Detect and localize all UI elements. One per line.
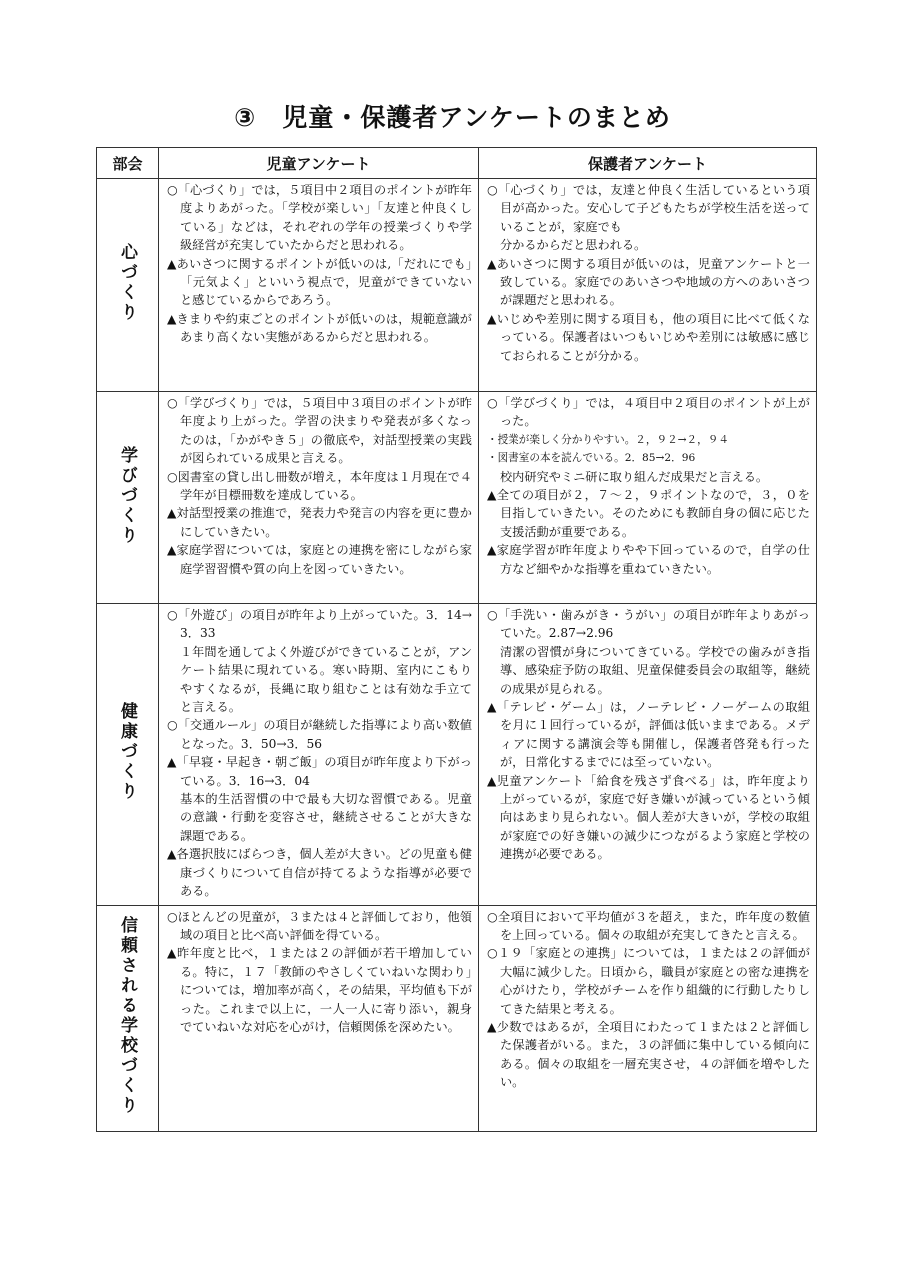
page-title: ③ 児童・保護者アンケートのまとめ	[234, 103, 671, 132]
note-line: １年間を通してよく外遊びができていることが，アンケート結果に現れている。寒い時期、室内にこもりやすくなるが，長縄に取り組むことは有効な手立てと言える。	[180, 644, 473, 715]
note-line: ▲「テレビ・ゲーム」は，ノーテレビ・ノーゲームの取組を月に１回行っているが，評価は低いままである。メディアに関する講演会等も開催し，保護者啓発も行ったが，日常化するまでには至っていない。	[487, 700, 810, 770]
note-line: ○全項目において平均値が３を超え，また，昨年度の数値を上回っている。個々の取組が充実してきたと言える。	[487, 909, 810, 942]
student-survey-cell	[159, 179, 479, 392]
parent-survey-cell	[479, 604, 817, 906]
table-row-kokoro	[97, 179, 817, 392]
parent-survey-cell	[479, 392, 817, 604]
note-line: ・図書室の本を読んでいる。2．85→2．96	[487, 452, 696, 465]
note-line: 校内研究やミニ研に取り組んだ成果だと言える。	[500, 469, 769, 484]
section-label: 心づくり	[117, 243, 137, 323]
table-row-kenko	[97, 604, 817, 906]
section-label: 健康づくり	[117, 702, 137, 803]
note-line: ○「心づくり」では，友達と仲良く生活しているという項目が高かった。安心して子どもたちが学校生活を送っていることが，家庭でも	[487, 183, 810, 234]
header-student-survey: 児童アンケート	[159, 148, 479, 179]
note-line: ▲家庭学習については，家庭との連携を密にしながら家庭学習習慣や質の向上を図っていきたい。	[167, 543, 472, 576]
note-line: ▲昨年度と比べ，１または２の評価が若干増加している。特に，１７「教師のやさしくていねいな関わり」については，増加率が高く，その結果，平均値も下がった。これまで以上に，一人一人に寄り添い，親身でていねいな対応を心がけ，信頼関係を深めたい。	[167, 946, 473, 1034]
note-line: ○ほとんどの児童が，３または４と評価しており，他領域の項目と比べ高い評価を得ている。	[167, 909, 472, 942]
section-cell	[97, 905, 159, 1131]
header-section: 部会	[97, 148, 159, 179]
note-line: ▲きまりや約束ごとのポイントが低いのは，規範意識があまり高くない実態があるからだと思われる。	[167, 311, 472, 345]
student-survey-cell	[159, 604, 479, 906]
note-line: ▲少数ではあるが，全項目にわたって１または２と評価した保護者がいる。また，３の評価に集中している傾向にある。個々の取組を一層充実させ，４の評価を増やしたい。	[487, 1019, 810, 1090]
survey-summary-table	[96, 147, 817, 1132]
note-line: ▲全ての項目が２，７～２，９ポイントなので，３，０を目指していきたい。そのためにも教師自身の個に応じた支援活動が重要である。	[487, 488, 810, 539]
note-line: 清潔の習慣が身についてきている。学校での歯みがき指導、感染症予防の取組、児童保健委員会の取組等，継続の成果が見られる。	[500, 644, 810, 696]
note-line: 分かるからだと思われる。	[500, 238, 647, 253]
note-line: ▲対話型授業の推進で，発表力や発言の内容を更に豊かにしていきたい。	[167, 506, 472, 539]
note-line: ○「学びづくり」では，４項目中２項目のポイントが上がった。	[487, 396, 810, 429]
note-line: ○図書室の貸し出し冊数が増え，本年度は１月現在で４学年が目標冊数を達成している。	[167, 469, 472, 503]
student-survey-cell	[159, 905, 479, 1131]
note-line: ・授業が楽しく分かりやすい。２，９２→２，９４	[487, 433, 729, 446]
section-label: 学びづくり	[117, 445, 137, 546]
note-line: ▲児童アンケート「給食を残さず食べる」は，昨年度より上がっているが，家庭で好き嫌いが減っているという傾向はあまり見られない。個人差が大きいが，学校の取組が家庭での好き嫌いの減少につながるよう家庭と学校の連携が必要である。	[487, 773, 810, 862]
table-row-manabi	[97, 392, 817, 604]
table-header-row	[97, 148, 817, 179]
note-line: ○１９「家庭との連携」については，１または２の評価が大幅に減少した。日頃から，職員が家庭との密な連携を心がけたり，学校がチームを作り組織的に行動したりしてきた結果と考える。	[487, 946, 810, 1016]
note-line: ▲あいさつに関する項目が低いのは，児童アンケートと一致している。家庭でのあいさつや地域の方へのあいさつが課題だと思われる。	[487, 256, 810, 308]
parent-survey-cell	[479, 905, 817, 1131]
note-line: ▲あいさつに関するポイントが低いのは,「だれにでも」「元気よく」といいう視点で，児童ができていないと感じているからであろう。	[167, 256, 472, 308]
note-line: ▲各選択肢にばらつき，個人差が大きい。どの児童も健康づくりについて自信が持てるような指導が必要である。	[167, 847, 472, 899]
note-line: ▲家庭学習が昨年度よりやや下回っているので，自学の仕方など細やかな指導を重ねていきたい。	[487, 543, 810, 576]
student-survey-cell	[159, 392, 479, 604]
note-line: ○「手洗い・歯みがき・うがい」の項目が昨年よりあがっていた。2.87→2.96	[487, 608, 810, 641]
header-parent-survey: 保護者アンケート	[479, 148, 817, 179]
section-cell	[97, 392, 159, 604]
note-line: ○「外遊び」の項目が昨年より上がっていた。3．14→3．33	[167, 608, 472, 641]
note-line: ○「交通ルール」の項目が継続した指導により高い数値となった。3．50→3．56	[167, 718, 472, 751]
section-label: 信頼される学校づくり	[117, 916, 137, 1116]
note-line: ▲いじめや差別に関する項目も，他の項目に比べて低くなっている。保護者はいつもいじめや差別には敏感に感じておられることが分かる。	[487, 311, 810, 363]
table-row-shinrai	[97, 905, 817, 1131]
note-line: ○「心づくり」では，５項目中２項目のポイントが昨年度よりあがった。「学校が楽しい」「友達と仲良くしている」などは，それぞれの学年の授業づくりや学級経営が充実していたからだと思われる。	[167, 183, 472, 253]
note-line: ▲「早寝・早起き・朝ご飯」の項目が昨年度より下がっている。3．16→3．04	[167, 755, 472, 788]
note-line: 基本的生活習慣の中で最も大切な習慣である。児童の意識・行動を変容させ，継続させることが大きな課題である。	[180, 792, 472, 843]
note-line: ○「学びづくり」では，５項目中３項目のポイントが昨年度より上がった。学習の決まりや発表が多くなったのは，「かがやき５」の徹底や，対話型授業の実践が図られている成果と言える。	[167, 396, 472, 466]
section-cell	[97, 604, 159, 906]
parent-survey-cell	[479, 179, 817, 392]
section-cell	[97, 179, 159, 392]
